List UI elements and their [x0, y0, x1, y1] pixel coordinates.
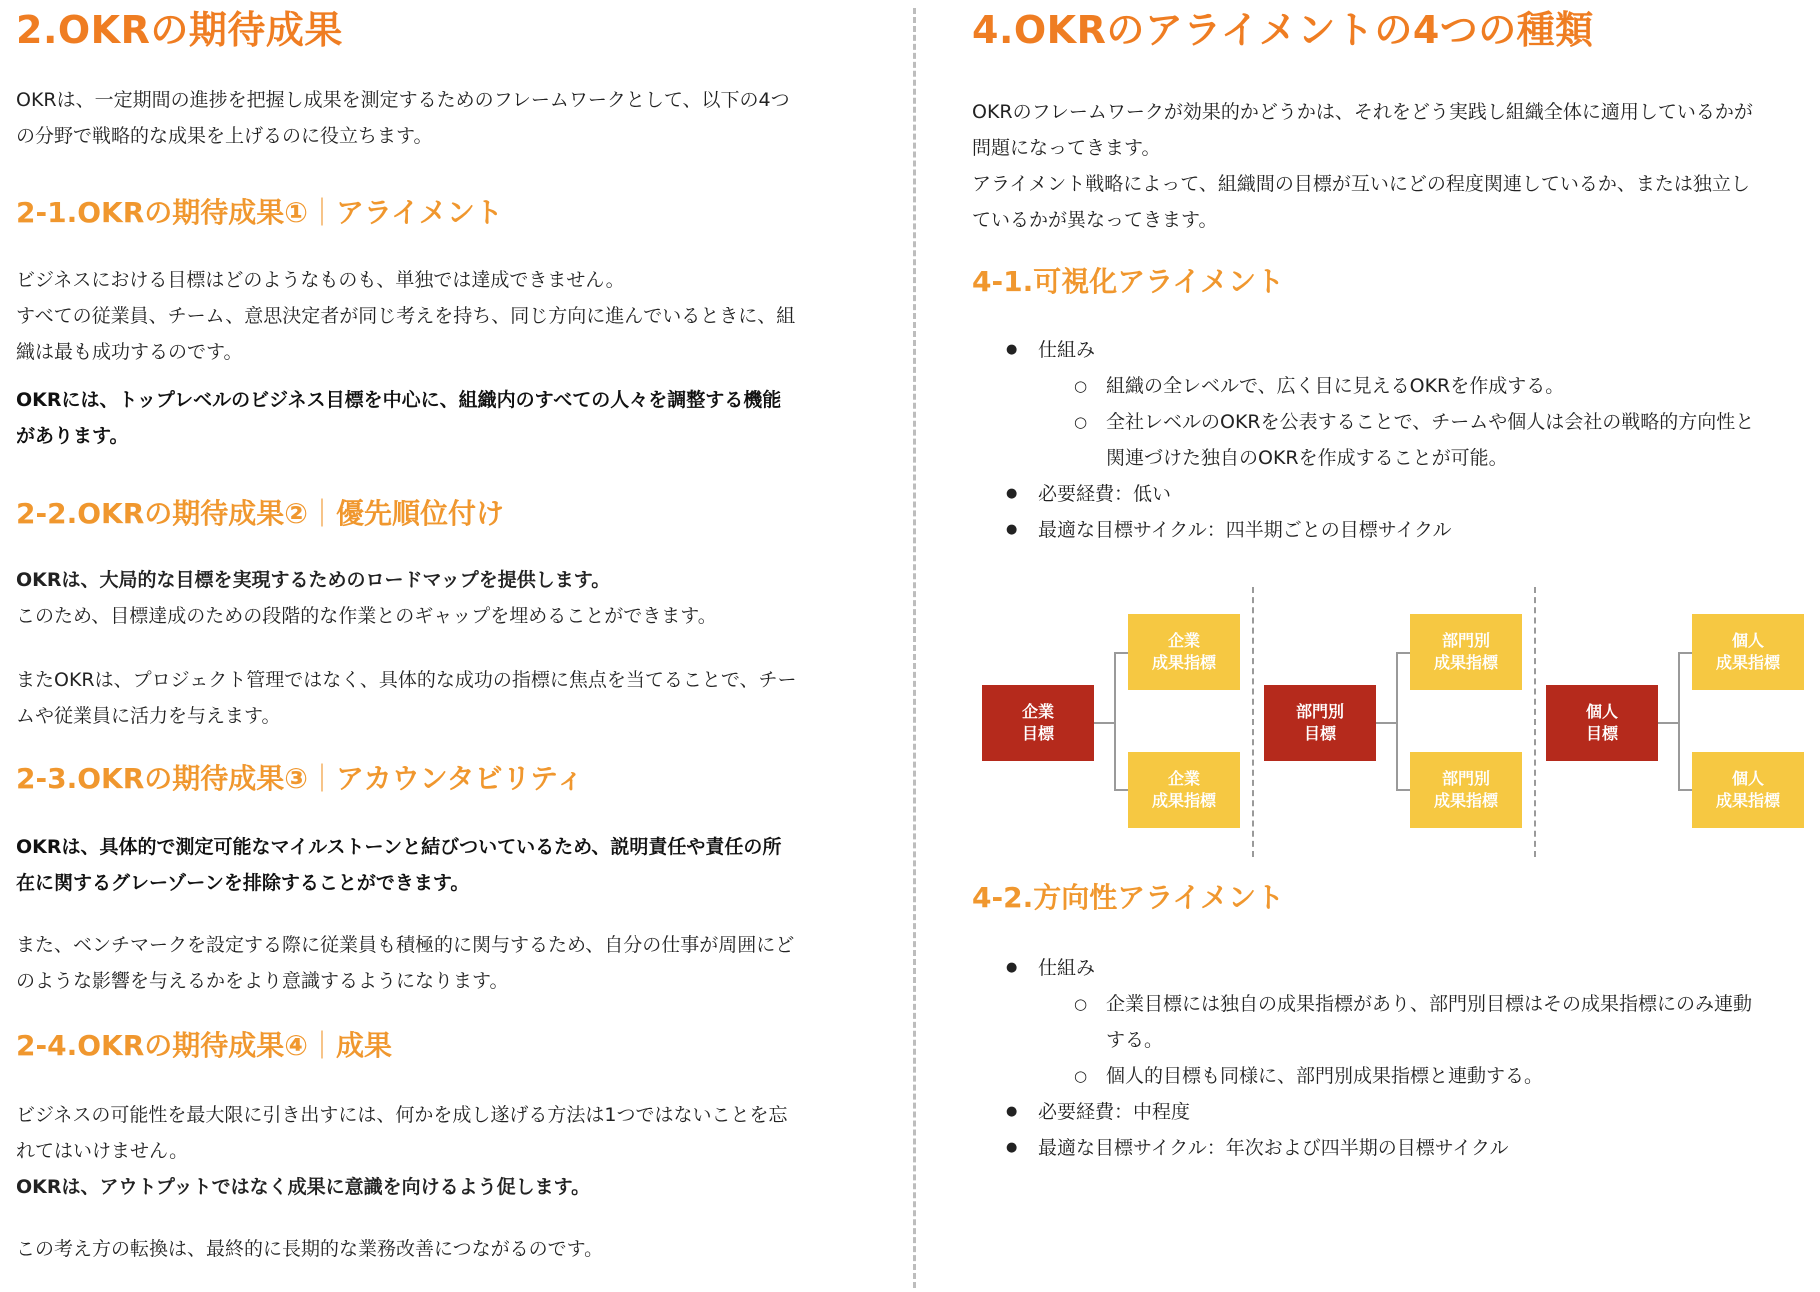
section-title-4: 4.OKRのアライメントの4つの種類 — [972, 8, 1594, 52]
kr-box-department-bottom: 部門別 成果指標 — [1410, 752, 1522, 828]
connector — [1114, 652, 1116, 791]
paragraph-2-3-a: OKRは、具体的で測定可能なマイルストーンと結びついているため、説明責任や責任の所 在に関するグレーゾーンを排除することができます。 — [16, 836, 782, 894]
list-item: ● 最適な目標サイクル：年次および四半期の目標サイクル — [972, 1130, 1752, 1166]
heading-2-4: 2-4.OKRの期待成果④｜成果 — [16, 1029, 393, 1062]
heading-2-3: 2-3.OKRの期待成果③｜アカウンタビリティ — [16, 762, 584, 795]
list-item: ○ 全社レベルのOKRを公表することで、チームや個人は会社の戦略的方向性と — [972, 404, 1754, 440]
alignment-diagram — [972, 582, 1807, 862]
connector — [1678, 652, 1680, 791]
list-item: ○ 企業目標には独自の成果指標があり、部門別目標はその成果指標にのみ連動 — [972, 986, 1752, 1022]
heading-4-1: 4-1.可視化アライメント — [972, 265, 1285, 298]
list-item: ● 仕組み — [972, 332, 1754, 368]
list-item: ○ 組織の全レベルで、広く目に見えるOKRを作成する。 — [972, 368, 1754, 404]
kr-box-department-top: 部門別 成果指標 — [1410, 614, 1522, 690]
heading-4-2: 4-2.方向性アライメント — [972, 881, 1285, 914]
kr-box-company-bottom: 企業 成果指標 — [1128, 752, 1240, 828]
connector — [1658, 722, 1680, 724]
list-item: ● 必要経費：低い — [972, 476, 1754, 512]
paragraph-2-3-b: また、ベンチマークを設定する際に従業員も積極的に関与するため、自分の仕事が周囲にど のような影響を与えるかをより意識するようになります。 — [16, 934, 795, 992]
group-separator — [1534, 587, 1536, 857]
paragraph-2-1-a: ビジネスにおける目標はどのようなものも、単独では達成できません。 すべての従業員、チーム、意思決定者が同じ考えを持ち、同じ方向に進んでいるときに、組 織は最も成功するのです。 — [16, 269, 796, 363]
group-separator — [1252, 587, 1254, 857]
kr-box-individual-bottom: 個人 成果指標 — [1692, 752, 1804, 828]
paragraph-2-1-b: OKRには、トップレベルのビジネス目標を中心に、組織内のすべての人々を調整する機能 があります。 — [16, 389, 782, 447]
connector — [1396, 652, 1398, 791]
paragraph-2-2-b: またOKRは、プロジェクト管理ではなく、具体的な成功の指標に焦点を当てることで、チー ムや従業員に活力を与えます。 — [16, 669, 797, 727]
column-divider — [913, 8, 916, 1288]
objective-box-individual: 個人 目標 — [1546, 685, 1658, 761]
paragraph-2-4-b: この考え方の転換は、最終的に長期的な業務改善につながるのです。 — [16, 1238, 604, 1260]
connector — [1376, 722, 1398, 724]
bullets-4-2 — [972, 950, 1752, 1166]
objective-box-department: 部門別 目標 — [1264, 685, 1376, 761]
right-intro: OKRのフレームワークが効果的かどうかは、それをどう実践し組織全体に適用しているかが 問題になってきます。 アライメント戦略によって、組織間の目標が互いにどの程度関連しているか、または独立し ているかが異なってきます。 — [972, 101, 1753, 231]
kr-box-individual-top: 個人 成果指標 — [1692, 614, 1804, 690]
paragraph-2-2-a: OKRは、大局的な目標を実現するためのロードマップを提供します。 このため、目標達成のための段階的な作業とのギャップを埋めることができます。 — [16, 569, 717, 627]
list-item-continuation: 関連づけた独自のOKRを作成することが可能。 — [1106, 447, 1508, 469]
list-item: ● 仕組み — [972, 950, 1752, 986]
list-item: ● 最適な目標サイクル：四半期ごとの目標サイクル — [972, 512, 1754, 548]
objective-box-company: 企業 目標 — [982, 685, 1094, 761]
connector — [1094, 722, 1116, 724]
heading-2-2: 2-2.OKRの期待成果②｜優先順位付け — [16, 497, 505, 530]
paragraph-2-4-a: ビジネスの可能性を最大限に引き出すには、何かを成し遂げる方法は1つではないことを忘 れてはいけません。 OKRは、アウトプットではなく成果に意識を向けるよう促します。 — [16, 1104, 788, 1198]
bullets-4-1 — [972, 332, 1754, 548]
kr-box-company-top: 企業 成果指標 — [1128, 614, 1240, 690]
heading-2-1: 2-1.OKRの期待成果①｜アライメント — [16, 196, 503, 229]
list-item-continuation: する。 — [1106, 1029, 1164, 1051]
left-intro: OKRは、一定期間の進捗を把握し成果を測定するためのフレームワークとして、以下の4つ の分野で戦略的な成果を上げるのに役立ちます。 — [16, 89, 790, 147]
list-item: ● 必要経費：中程度 — [972, 1094, 1752, 1130]
list-item: ○ 個人的目標も同様に、部門別成果指標と連動する。 — [972, 1058, 1752, 1094]
section-title-2: 2.OKRの期待成果 — [16, 8, 343, 52]
